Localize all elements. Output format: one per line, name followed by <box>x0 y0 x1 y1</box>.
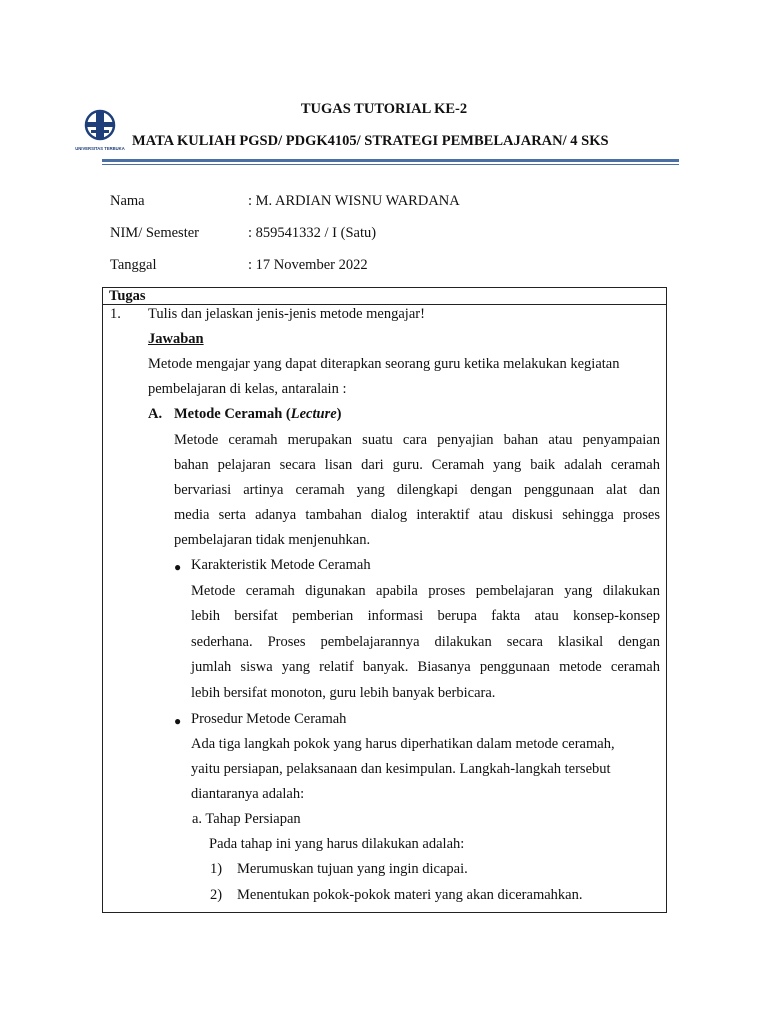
paragraph-line: media serta adanya tambahan dialog interaktif atau diskusi sehingga proses <box>174 507 660 523</box>
bullet-line: jumlah siswa yang relatif banyak. Biasanya penggunaan metode ceramah <box>191 659 660 675</box>
bullet-line: yaitu persiapan, pelaksanaan dan kesimpulan. Langkah-langkah tersebut <box>191 761 611 777</box>
paragraph-line: bahan pelajaran secara lisan dari guru. Ceramah yang baik adalah ceramah <box>174 457 660 473</box>
bullet-title: Karakteristik Metode Ceramah <box>191 557 371 573</box>
paragraph-line: bervariasi artinya ceramah yang dilengkapi dengan penggunaan alat dan <box>174 482 660 498</box>
header-rule-thin <box>102 164 679 165</box>
bullet-line: sederhana. Proses pembelajarannya dilakukan secara klasikal dengan <box>191 634 660 650</box>
svg-text:UNIVERSITAS TERBUKA: UNIVERSITAS TERBUKA <box>75 146 125 151</box>
intro-line: Metode mengajar yang dapat diterapkan seorang guru ketika melakukan kegiatan <box>148 356 620 372</box>
section-a-marker: A. <box>148 406 163 422</box>
header-rule <box>102 159 679 162</box>
task-heading: Tugas <box>109 288 146 304</box>
name-value: : M. ARDIAN WISNU WARDANA <box>248 193 460 209</box>
intro-line: pembelajaran di kelas, antaralain : <box>148 381 347 397</box>
step-text: Merumuskan tujuan yang ingin dicapai. <box>237 861 468 877</box>
bullet-line: Ada tiga langkah pokok yang harus diperhatikan dalam metode ceramah, <box>191 736 615 752</box>
bullet-line: lebih bersifat monoton, guru lebih banyak berbicara. <box>191 685 496 701</box>
course-subtitle: MATA KULIAH PGSD/ PDGK4105/ STRATEGI PEMBELAJARAN/ 4 SKS <box>132 133 609 149</box>
step-text: Menentukan pokok-pokok materi yang akan diceramahkan. <box>237 887 583 903</box>
step-number: 2) <box>210 887 223 903</box>
question-text: Tulis dan jelaskan jenis-jenis metode mengajar! <box>148 306 425 322</box>
nim-label: NIM/ Semester <box>110 225 199 241</box>
paragraph-line: Metode ceramah merupakan suatu cara penyajian bahan atau penyampaian <box>174 432 660 448</box>
answer-heading: Jawaban <box>148 331 204 347</box>
sub-heading: a. Tahap Persiapan <box>192 811 301 827</box>
step-number: 1) <box>210 861 223 877</box>
question-number: 1. <box>110 306 121 322</box>
nim-value: : 859541332 / I (Satu) <box>248 225 377 241</box>
bullet-icon: ● <box>174 714 182 728</box>
bullet-title: Prosedur Metode Ceramah <box>191 711 347 727</box>
bullet-line: lebih bersifat pemberian informasi berupa fakta atau konsep-konsep <box>191 608 660 624</box>
name-label: Nama <box>110 193 145 209</box>
date-label: Tanggal <box>110 257 157 273</box>
sub-intro: Pada tahap ini yang harus dilakukan adalah: <box>209 836 465 852</box>
bullet-line: diantaranya adalah: <box>191 786 305 802</box>
paragraph-line: pembelajaran tidak menjenuhkan. <box>174 532 371 548</box>
task-box-divider <box>102 304 667 305</box>
section-a-title: Metode Ceramah (Lecture) <box>174 406 342 422</box>
date-value: : 17 November 2022 <box>248 257 368 273</box>
document-title: TUGAS TUTORIAL KE-2 <box>300 101 468 117</box>
bullet-icon: ● <box>174 560 182 574</box>
bullet-line: Metode ceramah digunakan apabila proses pembelajaran yang dilakukan <box>191 583 660 599</box>
